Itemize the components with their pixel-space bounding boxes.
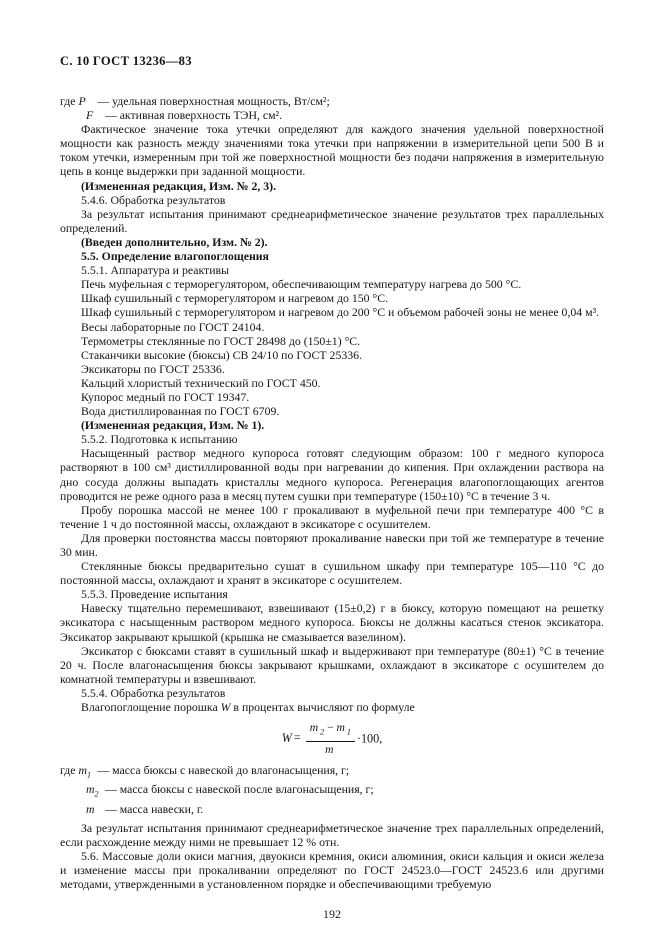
symbol-m1	[78, 763, 94, 782]
where-desc-p: — удельная поверхностная мощность, Вт/см²;	[97, 94, 330, 108]
page-number: 192	[323, 907, 341, 922]
item-weighing-cups: Стаканчики высокие (бюксы) СВ 24/10 по ГОСТ 25336.	[81, 347, 362, 362]
item-distilled-water: Вода дистиллированная по ГОСТ 6709.	[81, 404, 280, 419]
paragraph-mass-constancy-check: Для проверки постоянства массы повторяют прокаливание навески при той же температуре в течение 30 мин.	[60, 530, 604, 559]
item-copper-vitriol: Купорос медный по ГОСТ 19347.	[81, 389, 250, 404]
denominator-m: m	[325, 742, 334, 756]
m1-base: m	[78, 762, 87, 777]
paragraph-leakage-current: Фактическое значение тока утечки определяют для каждого значения удельной поверхностной мощности как разность между значениями тока утечки при напряжении в измерительной цепи 500 В и током утечки, измеренным при той же поверхностной мощности без подачи напряжения в измерительную цепь в конце выдержки при заданной мощности.	[60, 122, 604, 179]
paragraph-section-5-6: 5.6. Массовые доли окиси магния, двуокиси кремния, окиси алюминия, окиси кальция и окиси железа и изменение массы при прокаливании определяют по ГОСТ 24523.0—ГОСТ 24523.6 или другими методами, утвержденными в установленном порядке и обеспечивающими требуемую	[60, 849, 604, 892]
item-drying-cabinet-200: Шкаф сушильный с терморегулятором и нагревом до 200 °С и объемом рабочей зоны не менее 0,04 м³.	[81, 305, 600, 320]
formula-fraction	[306, 721, 355, 757]
paragraph-powder-sample: Пробу порошка массой не менее 100 г прокаливают в муфельной печи при температуре 400 °С в течение 1 ч до постоянной массы, охлаждают в эксикаторе с осушителем.	[60, 502, 604, 531]
where-clause-power	[60, 94, 604, 122]
where-desc-m: — масса навески, г.	[104, 801, 204, 816]
m2-sub: 2	[94, 789, 99, 799]
where-line-m2	[60, 782, 604, 801]
section-heading-5-5: 5.5. Определение влагопоглощения	[81, 249, 269, 264]
note-introduced-additionally-2: (Введен дополнительно, Изм. № 2).	[81, 234, 268, 249]
where-line-p	[60, 94, 604, 108]
formula-denominator	[306, 742, 355, 757]
section-heading-5-5-3: 5.5.3. Проведение испытания	[81, 587, 228, 602]
where-desc-m1: — масса бюксы с навеской до влагонасыщения, г;	[97, 762, 350, 777]
item-lab-scales: Весы лабораторные по ГОСТ 24104.	[81, 319, 265, 334]
numerator-minus: −	[327, 721, 334, 735]
document-body	[60, 94, 604, 922]
symbol-p: P	[78, 94, 86, 108]
section-heading-5-5-1: 5.5.1. Аппаратура и реактивы	[81, 263, 230, 278]
paragraph-saturated-solution: Насыщенный раствор медного купороса готовят следующим образом: 100 г медного купороса растворяют в 100 см³ дистиллированной воды при нагревании до кипения. При охлаждении раствора на дно сосуда должны выпадать кристаллы медного купороса. Регенерация влагопоглощающих агентов проводится не реже одного раза в месяц путем сушки при температуре (150±10) °С в течение 3 ч.	[60, 446, 604, 503]
section-heading-5-5-4: 5.5.4. Обработка результатов	[81, 685, 226, 700]
paragraph-result-5-5-4: За результат испытания принимают среднеарифметическое значение трех параллельных определений, если расхождение между ними не превышает 12 % отн.	[60, 820, 604, 850]
item-glass-thermometers: Термометры стеклянные по ГОСТ 28498 до (150±1) °С.	[81, 333, 361, 348]
paragraph-weighing-procedure: Навеску тщательно перемешивают, взвешивают (15±0,2) г в бюксу, которую помещают на решетку эксикатора с насыщенным раствором медного купороса. Бюксы не должны касаться стенок эксикатора. Эксикатор закрывают крышкой (крышка не смазывается вазелином).	[60, 601, 604, 644]
formula-lhs: W	[281, 730, 292, 745]
numerator-m1-sub: 1	[346, 727, 351, 737]
section-heading-5-4-6: 5.4.6. Обработка результатов	[81, 192, 226, 207]
m2-base: m	[86, 782, 95, 797]
formula-intro-post: в процентах вычисляют по формуле	[233, 700, 415, 715]
where-desc-m2: — масса бюксы с навеской после влагонасыщения, г;	[104, 782, 374, 797]
item-drying-cabinet-150: Шкаф сушильный с терморегулятором и нагревом до 150 °С.	[81, 291, 389, 306]
symbol-w: W	[220, 700, 231, 715]
where-desc-f: — активная поверхность ТЭН, см².	[104, 108, 283, 123]
m1-sub: 1	[86, 769, 91, 779]
numerator-m1-base: m	[336, 721, 345, 735]
formula-moisture-absorption	[60, 721, 604, 757]
where-line-f	[60, 108, 604, 122]
numerator-m2-sub: 2	[320, 727, 325, 737]
where-lead: где	[60, 94, 76, 108]
formula-multiplier: ·100,	[356, 731, 383, 746]
m-base: m	[86, 801, 95, 816]
item-desiccators: Эксикаторы по ГОСТ 25336.	[81, 361, 225, 376]
note-amended-edition-1: (Измененная редакция, Изм. № 1).	[81, 418, 265, 433]
where-line-m	[60, 802, 604, 821]
formula-intro-pre: Влагопоглощение порошка	[81, 700, 218, 715]
paragraph-result-5-4-6: За результат испытания принимают среднеарифметическое значение результатов трех параллельных определений.	[60, 206, 604, 235]
note-amended-edition-2-3: (Измененная редакция, Изм. № 2, 3).	[81, 178, 277, 193]
paragraph-desiccator-in-cabinet: Эксикатор с бюксами ставят в сушильный шкаф и выдерживают при температуре (80±1) °С в течение 20 ч. После влагонасыщения бюксы закрывают крышками, охлаждают в эксикаторе с осушителем до комнатной температуры и взвешивают.	[60, 643, 604, 686]
numerator-m2-base: m	[309, 721, 319, 735]
symbol-m	[86, 802, 102, 821]
running-header: С. 10 ГОСТ 13236—83	[60, 54, 192, 68]
paragraph-formula-intro	[60, 700, 604, 714]
item-muffle-furnace: Печь муфельная с терморегулятором, обеспечивающим температуру нагрева до 500 °С.	[81, 277, 522, 292]
where-clause-masses	[60, 763, 604, 821]
symbol-m2	[86, 782, 102, 801]
symbol-f: F	[86, 108, 94, 123]
paragraph-glass-cups-drying: Стеклянные бюксы предварительно сушат в сушильном шкафу при температуре 105—110 °С до постоянной массы, охлаждают и хранят в эксикаторе с осушителем.	[60, 559, 604, 588]
section-heading-5-5-2: 5.5.2. Подготовка к испытанию	[81, 432, 238, 447]
where-lead: где	[60, 762, 76, 777]
where-line-m1	[60, 763, 604, 782]
item-calcium-chloride: Кальций хлористый технический по ГОСТ 450.	[81, 375, 321, 390]
formula-numerator	[306, 721, 355, 741]
formula-equals: =	[293, 730, 301, 745]
